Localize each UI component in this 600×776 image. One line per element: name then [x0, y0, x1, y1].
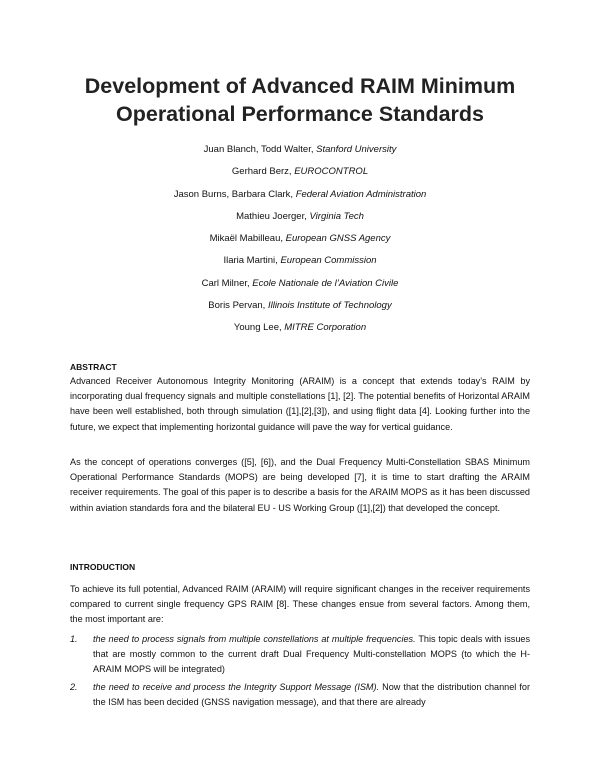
title-line-1: Development of Advanced RAIM Minimum [84, 74, 516, 98]
author-affiliation: Virginia Tech [309, 210, 364, 222]
author-names: Ilaria Martini, [223, 255, 281, 267]
author-affiliation: European GNSS Agency [285, 233, 391, 245]
author-names: Boris Pervan, [208, 300, 268, 312]
author-names: Mathieu Joerger, [236, 210, 310, 222]
introduction-paragraph: To achieve its full potential, Advanced RAIM (ARAIM) will require significant changes in the receiver requirements compared to current single frequency GPS RAIM [8]. These changes ensue from several factors. Among them, the most important are: [70, 584, 530, 625]
list-item-lead: the need to process signals from multiple constellations at multiple frequencies. [93, 634, 416, 644]
author-affiliation: Federal Aviation Administration [295, 188, 427, 200]
abstract-heading: ABSTRACT [70, 362, 117, 372]
author-row [40, 273, 560, 295]
author-list [40, 139, 560, 340]
introduction-heading: INTRODUCTION [70, 562, 136, 572]
list-item-text: This topic deals with issues that are mostly common to the current draft Dual Frequency Multi-constellation MOPS (to which the H-ARAIM MOPS will be integrated) [93, 634, 531, 675]
author-affiliation: Stanford University [316, 144, 397, 155]
paper-title [40, 72, 560, 128]
list-item [70, 632, 530, 678]
author-names: Young Lee, [233, 322, 285, 334]
author-row [40, 295, 560, 317]
author-row [40, 206, 560, 228]
list-item [70, 680, 530, 710]
author-affiliation: EUROCONTROL [294, 166, 369, 178]
list-item-text: Now that the distribution channel for the ISM has been decided (GNSS navigation message), and that there are already [93, 681, 530, 707]
author-names: Juan Blanch, Todd Walter, [203, 144, 317, 155]
author-names: Gerhard Berz, [231, 166, 295, 178]
author-row [40, 317, 560, 339]
author-names: Carl Milner, [201, 277, 253, 289]
author-row [40, 139, 560, 161]
author-row [40, 250, 560, 272]
author-row [40, 184, 560, 206]
abstract-paragraph-1: Advanced Receiver Autonomous Integrity Monitoring (ARAIM) is a concept that extends today’s RAIM by incorporating dual frequency signals and multiple constellations [1], [2]. The potential benefits of Horizontal ARAIM have been well established, both through simulation ([1],[2],[3]), and using flight data [4]. Looking further into the future, we expect that implementing horizontal guidance will pave the way for vertical guidance. [70, 376, 530, 432]
author-row [40, 228, 560, 250]
list-item-lead: the need to receive and process the Integrity Support Message (ISM). [93, 681, 380, 692]
author-row [40, 161, 560, 183]
list-item-number: 2. [70, 681, 78, 692]
title-line-2: Operational Performance Standards [116, 102, 484, 126]
requirements-list [70, 632, 530, 712]
author-affiliation: Illinois Institute of Technology [267, 300, 392, 312]
list-item-number: 1. [70, 634, 78, 644]
author-affiliation: MITRE Corporation [284, 322, 367, 334]
author-names: Jason Burns, Barbara Clark, [173, 188, 296, 200]
author-affiliation: Ecole Nationale de l’Aviation Civile [252, 277, 399, 289]
author-affiliation: European Commission [280, 255, 377, 267]
author-names: Mikaël Mabilleau, [209, 233, 286, 245]
abstract-paragraph-2: As the concept of operations converges ([5], [6]), and the Dual Frequency Multi-Constellation SBAS Minimum Operational Performance Standards (MOPS) are being developed [7], it is time to start drafting the ARAIM receiver requirements. The goal of this paper is to describe a basis for the ARAIM MOPS as it has been discussed within aviation standards fora and the bilateral EU - US Working Group ([1],[2]) that developed the concept. [70, 457, 530, 513]
